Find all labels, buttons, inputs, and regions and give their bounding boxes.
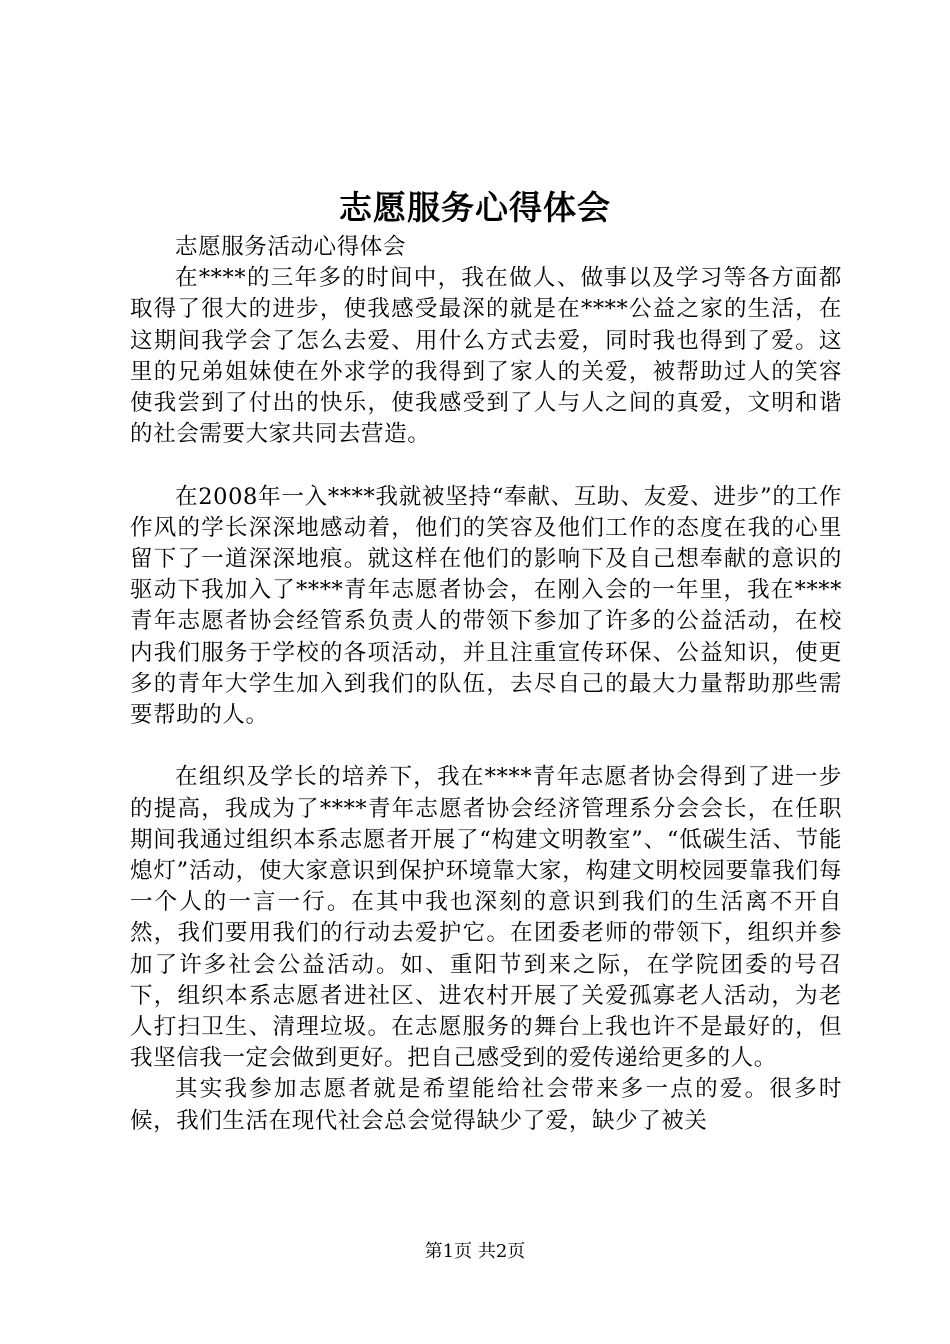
paragraph-3: 在组织及学长的培养下，我在****青年志愿者协会得到了进一步的提高，我成为了****青年志愿者协会经济管理系分会会长，在任职期间我通过组织本系志愿者开展了“构建文明教室”、“低碳生活、节能熄灯”活动，使大家意识到保护环境靠大家，构建文明校园要靠我们每一个人的一言一行。在其中我也深刻的意识到我们的生活离不开自然，我们要用我们的行动去爱护它。在团委老师的带领下，组织并参加了许多社会公益活动。如、重阳节到来之际，在学院团委的号召下，组织本系志愿者进社区、进农村开展了关爱孤寡老人活动，为老人打扫卫生、清理垃圾。在志愿服务的舞台上我也许不是最好的，但我坚信我一定会做到更好。把自己感受到的爱传递给更多的人。 bbox=[130, 764, 842, 1072]
paragraph-4: 其实我参加志愿者就是希望能给社会带来多一点的爱。很多时候，我们生活在现代社会总会觉得缺少了爱，缺少了被关 bbox=[130, 1076, 842, 1134]
paragraph-spacer bbox=[130, 450, 842, 481]
paragraph-1: 在****的三年多的时间中，我在做人、做事以及学习等各方面都取得了很大的进步，使我感受最深的就是在****公益之家的生活，在这期间我学会了怎么去爱、用什么方式去爱，同时我也得到了爱。这里的兄弟姐妹使在外求学的我得到了家人的关爱，被帮助过人的笑容使我尝到了付出的快乐，使我感受到了人与人之间的真爱，文明和谐的社会需要大家共同去营造。 bbox=[130, 265, 842, 448]
document-body bbox=[130, 232, 842, 1137]
page-footer: 第1页 共2页 bbox=[424, 1241, 526, 1262]
paragraph-2: 在2008年一入****我就被坚持“奉献、互助、友爱、进步”的工作作风的学长深深地感动着，他们的笑容及他们工作的态度在我的心里留下了一道深深地痕。就这样在他们的影响下及自己想奉献的意识的驱动下我加入了****青年志愿者协会，在刚入会的一年里，我在****青年志愿者协会经管系负责人的带领下参加了许多的公益活动，在校内我们服务于学校的各项活动，并且注重宣传环保、公益知识，使更多的青年大学生加入到我们的队伍，去尽自己的最大力量帮助那些需要帮助的人。 bbox=[130, 483, 842, 729]
document-subtitle: 志愿服务活动心得体会 bbox=[175, 234, 407, 260]
paragraph-spacer bbox=[130, 731, 842, 762]
document-title: 志愿服务心得体会 bbox=[339, 188, 611, 227]
